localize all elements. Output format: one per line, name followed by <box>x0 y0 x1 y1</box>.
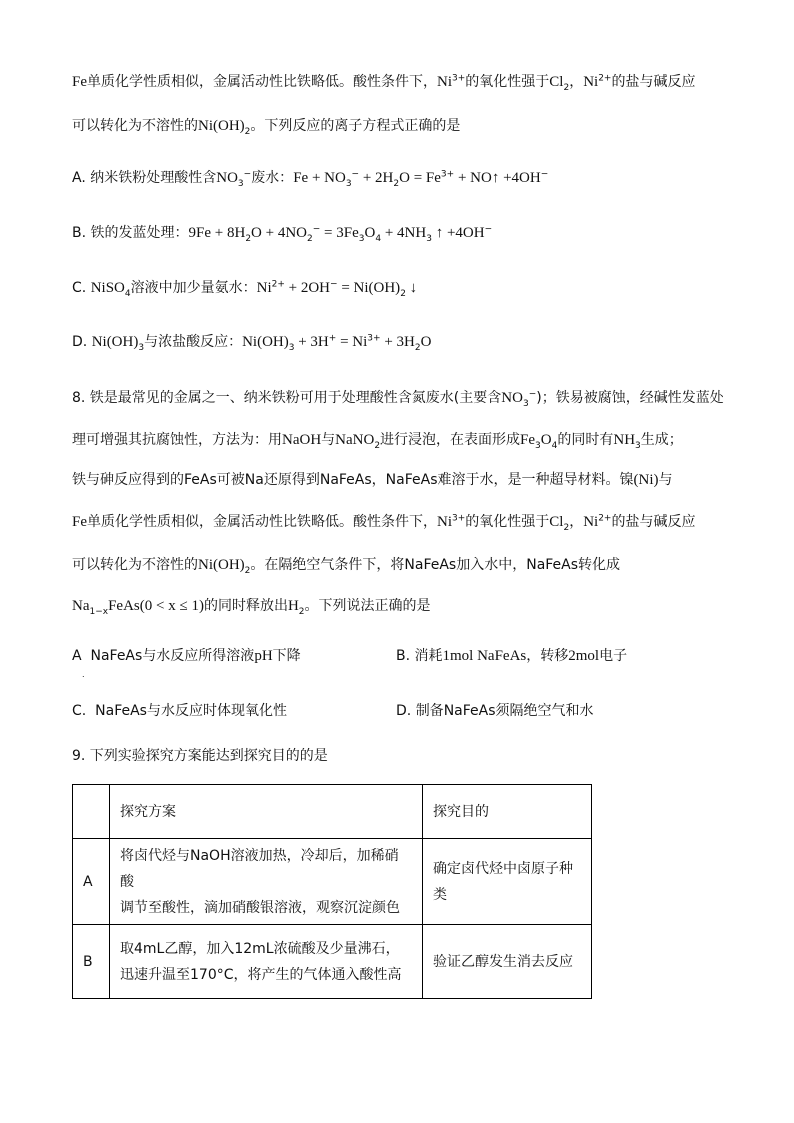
q7-option-d: D. $Ni(OH)_3$与浓盐酸反应：$Ni(OH)_3 + 3H^+ = Ni^{3+} + 3H_2O$ <box>72 333 432 353</box>
q8-line-3: 铁与砷反应得到的FeAs可被Na还原得到NaFeAs，NaFeAs难溶于水，是一种超导材料。镍(Ni)与 <box>72 472 673 488</box>
row-goal: 确定卤代烃中卤原子种类 <box>423 839 592 925</box>
q8-line-2: 理可增强其抗腐蚀性，方法为：用NaOH与NaNO$_2$进行浸泡，在表面形成$Fe_3O_4$的同时有$NH_3$生成； <box>72 432 683 451</box>
table-header-cell: 探究目的 <box>423 785 592 839</box>
row-key: A <box>73 839 110 925</box>
q9-title: 9. 下列实验探究方案能达到探究目的的是 <box>72 748 328 764</box>
q8-option-b: B. 消耗1mol NaFeAs，转移2mol电子 <box>396 648 628 664</box>
intro-line-2: 可以转化为不溶性的$Ni(OH)_2$。下列反应的离子方程式正确的是 <box>72 118 461 137</box>
decorative-dot: . <box>82 670 85 679</box>
q7-option-c: C. NiSO$_4$溶液中加少量氨水：$Ni^{2+} + 2OH^- = Ni(OH)_2$ ↓ <box>72 279 418 299</box>
table-row <box>73 925 592 999</box>
table-header-cell: 探究方案 <box>110 785 423 839</box>
table-row <box>73 839 592 925</box>
row-goal: 验证乙醇发生消去反应 <box>423 925 592 999</box>
q7-option-b: B. 铁的发蓝处理：$9Fe + 8H_2O + 4NO_2^- = 3Fe_3O_4 + 4NH_3$ ↑ +4OH− <box>72 224 493 244</box>
q8-option-d: D. 制备NaFeAs须隔绝空气和水 <box>396 703 594 719</box>
q8-line-5: 可以转化为不溶性的$Ni(OH)_2$。在隔绝空气条件下，将NaFeAs加入水中，NaFeAs转化成 <box>72 557 621 576</box>
row-key: B <box>73 925 110 999</box>
q8-option-a: A NaFeAs与水反应所得溶液pH下降 <box>72 648 301 664</box>
q8-line-6: $Na_{1-x}FeAs(0 < x \le 1)$的同时释放出$H_2$。下列说法正确的是 <box>72 598 431 617</box>
intro-line-1: Fe单质化学性质相似，金属活动性比铁略低。酸性条件下，$Ni^{3+}$的氧化性强于$Cl_2$，$Ni^{2+}$的盐与碱反应 <box>72 73 696 93</box>
row-plan: 取4mL乙醇，加入12mL浓硫酸及少量沸石， 迅速升温至170°C，将产生的气体通入酸性高 <box>110 925 423 999</box>
q8-line-4: Fe单质化学性质相似，金属活动性比铁略低。酸性条件下，$Ni^{3+}$的氧化性强于$Cl_2$，$Ni^{2+}$的盐与碱反应 <box>72 513 696 533</box>
table-header-cell <box>73 785 110 839</box>
q8-line-1: 8. 铁是最常见的金属之一、纳米铁粉可用于处理酸性含氮废水(主要含$NO_3^-$)；铁易被腐蚀，经碱性发蓝处 <box>72 389 724 409</box>
table-header-row <box>73 785 592 839</box>
q7-option-a: A. 纳米铁粉处理酸性含$NO_3^-$废水：$Fe + NO_3^- + 2H_2O = Fe^{3+}$ + NO↑ +4OH− <box>72 169 549 189</box>
q8-option-c: C. NaFeAs与水反应时体现氧化性 <box>72 703 287 719</box>
q9-table <box>72 784 592 999</box>
row-plan: 将卤代烃与NaOH溶液加热，冷却后，加稀硝酸 调节至酸性，滴加硝酸银溶液，观察沉淀颜色 <box>110 839 423 925</box>
